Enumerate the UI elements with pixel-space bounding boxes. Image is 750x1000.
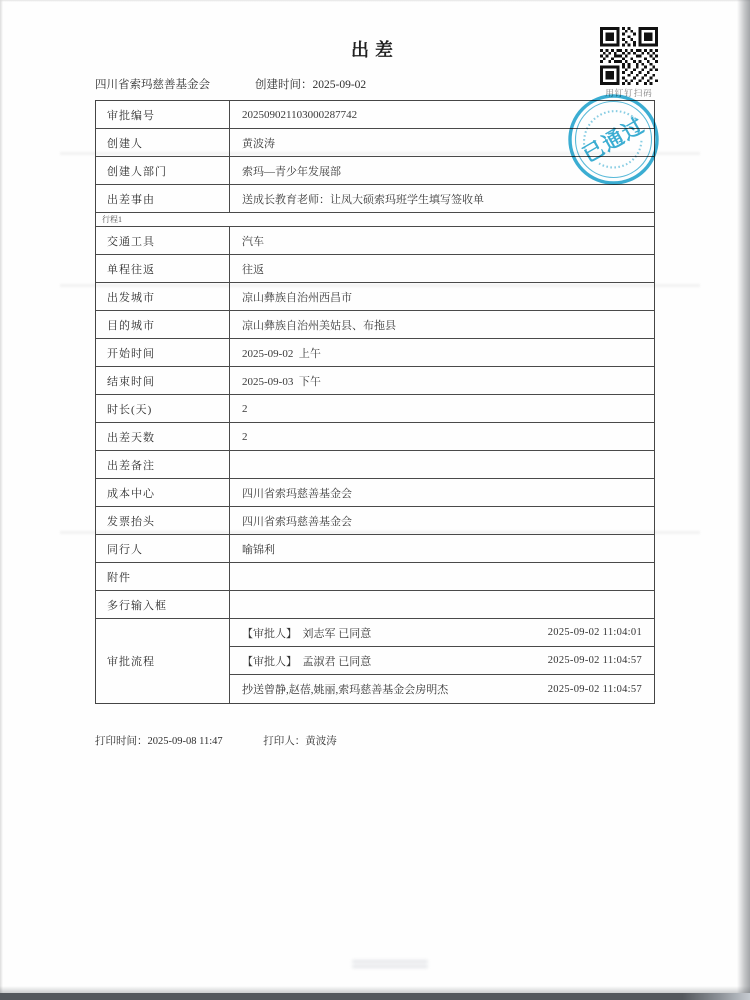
stamp-text: 已通过 [578, 112, 649, 168]
field-label: 目的城市 [96, 311, 230, 338]
field-label: 出差备注 [96, 451, 230, 478]
table-row [96, 185, 654, 213]
print-time: 打印时间：2025-09-08 11:47 [95, 736, 223, 747]
field-label: 成本中心 [96, 479, 230, 506]
table-row [96, 311, 654, 339]
field-label: 结束时间 [96, 367, 230, 394]
qr-caption: 用钉钉扫码 [605, 88, 653, 98]
trip-section-header: 行程1 [96, 213, 654, 227]
qr-code-block [599, 27, 659, 99]
approval-step [230, 619, 654, 647]
approval-step [230, 647, 654, 675]
field-label: 创建人 [96, 129, 230, 156]
page-edge-right [737, 0, 750, 1000]
field-value: 凉山彝族自治州美姑县、布拖县 [242, 319, 396, 332]
table-row [96, 255, 654, 283]
approval-step-text: 【审批人】 孟淑君 已同意 [242, 655, 372, 668]
table-row [96, 395, 654, 423]
field-value [230, 563, 654, 590]
table-row [96, 157, 654, 185]
faint-footer-smudge [352, 958, 428, 972]
page-edge-top [0, 0, 750, 2]
table-row [96, 101, 654, 129]
table-row [96, 591, 654, 619]
scan-streak [60, 152, 700, 155]
field-label: 出差天数 [96, 423, 230, 450]
approval-step-text: 【审批人】 刘志军 已同意 [242, 627, 372, 640]
table-row [96, 563, 654, 591]
qr-code-icon [600, 27, 658, 85]
field-label: 出发城市 [96, 283, 230, 310]
approval-step-time: 2025-09-02 11:04:57 [547, 655, 642, 666]
organization-name: 四川省索玛慈善基金会 [95, 79, 210, 91]
field-value: 喻锦利 [242, 543, 275, 556]
approval-step-time: 2025-09-02 11:04:01 [547, 627, 642, 638]
field-value: 四川省索玛慈善基金会 [242, 515, 352, 528]
field-label: 开始时间 [96, 339, 230, 366]
field-value: 往返 [242, 263, 264, 276]
print-footer [95, 733, 337, 748]
field-label: 交通工具 [96, 227, 230, 254]
printer-name: 打印人：黄波涛 [263, 736, 337, 747]
field-value: 黄波涛 [242, 137, 275, 150]
field-value [230, 591, 654, 618]
field-label: 同行人 [96, 535, 230, 562]
page-edge-bottom [0, 993, 750, 1000]
approval-step-text: 抄送曾静,赵蓓,姚丽,索玛慈善基金会房明杰 [242, 684, 449, 696]
field-value: 索玛—青少年发展部 [242, 165, 341, 178]
field-value: 凉山彝族自治州西昌市 [242, 291, 352, 304]
scan-streak [60, 284, 700, 287]
field-label: 审批编号 [96, 101, 230, 128]
field-value: 2025-09-02 上午 [242, 347, 321, 360]
approval-flow-label: 审批流程 [96, 619, 230, 703]
field-value: 202509021103000287742 [242, 108, 358, 121]
field-label: 出差事由 [96, 185, 230, 212]
table-row [96, 423, 654, 451]
table-row [96, 479, 654, 507]
approval-step-time: 2025-09-02 11:04:57 [547, 683, 642, 695]
field-label: 附件 [96, 563, 230, 590]
table-row [96, 283, 654, 311]
field-label: 创建人部门 [96, 157, 230, 184]
field-label: 时长(天) [96, 395, 230, 422]
field-label: 发票抬头 [96, 507, 230, 534]
field-value: 2 [242, 402, 248, 415]
table-row [96, 451, 654, 479]
field-value [230, 451, 654, 478]
table-row [96, 367, 654, 395]
business-trip-form-table [95, 100, 655, 704]
table-row [96, 339, 654, 367]
approval-flow-row [96, 619, 654, 703]
scan-streak [60, 531, 700, 534]
field-value: 四川省索玛慈善基金会 [242, 487, 352, 500]
approval-steps [230, 619, 654, 703]
page-title: 出差 [351, 40, 399, 60]
field-value: 送成长教育老师：让凤大硕索玛班学生填写签收单 [242, 193, 484, 206]
field-value: 2 [242, 430, 248, 443]
table-row [96, 227, 654, 255]
created-time: 创建时间：2025-09-02 [255, 79, 367, 91]
approval-step [230, 675, 654, 703]
table-row [96, 535, 654, 563]
field-label: 多行输入框 [96, 591, 230, 618]
field-value: 汽车 [242, 235, 264, 248]
page-edge-left [0, 0, 3, 1000]
field-label: 单程往返 [96, 255, 230, 282]
field-value: 2025-09-03 下午 [242, 375, 321, 388]
